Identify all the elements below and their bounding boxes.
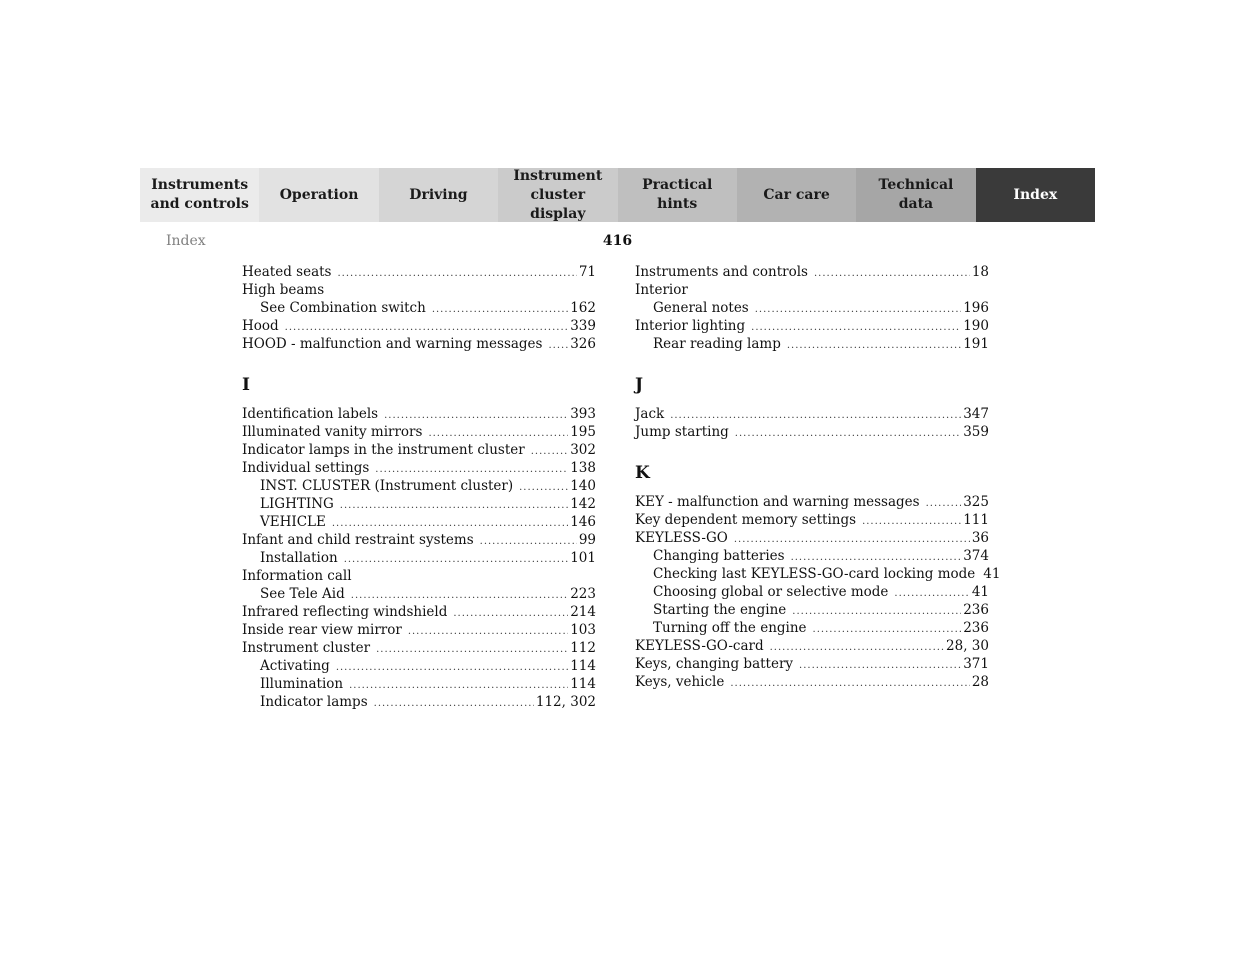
leader-dots — [862, 513, 961, 531]
entry-page-number[interactable]: 223 — [570, 586, 596, 602]
entry-label: Infant and child restraint systems — [242, 532, 474, 548]
entry-label: Choosing global or selective mode — [653, 584, 889, 600]
entry-label: KEY - malfunction and warning messages — [635, 494, 920, 510]
entry-page-number[interactable]: 28 — [971, 674, 989, 690]
entry-page-number[interactable]: 36 — [971, 530, 989, 546]
entry-page-number[interactable]: 393 — [570, 406, 596, 422]
entry-label: Key dependent memory settings — [635, 512, 857, 528]
entry-label: KEYLESS-GO — [635, 530, 728, 546]
index-entry[interactable] — [242, 263, 596, 281]
entry-label: Turning off the engine — [653, 620, 807, 636]
entry-page-number[interactable]: 214 — [570, 604, 596, 620]
leader-dots — [337, 265, 576, 283]
entry-label: Changing batteries — [653, 548, 785, 564]
index-entry[interactable] — [635, 655, 989, 673]
entry-page-number[interactable]: 103 — [570, 622, 596, 638]
entry-page-number[interactable]: 374 — [963, 548, 989, 564]
index-entry[interactable] — [242, 603, 596, 621]
chapter-tabs — [140, 168, 1095, 222]
tab-operation[interactable]: Operation — [259, 168, 378, 222]
entry-label: Identification labels — [242, 406, 379, 422]
index-entry[interactable] — [635, 281, 989, 299]
section-letter: I — [242, 375, 250, 395]
index-entry[interactable] — [635, 405, 989, 423]
entry-label: Installation — [260, 550, 338, 566]
leader-dots — [799, 657, 961, 675]
leader-dots — [340, 497, 568, 515]
entry-label: See Combination switch — [260, 300, 426, 316]
entry-label: Keys, vehicle — [635, 674, 725, 690]
leader-dots — [374, 695, 534, 713]
index-entry[interactable] — [635, 493, 989, 511]
entry-label: Starting the engine — [653, 602, 787, 618]
index-entry[interactable] — [242, 441, 596, 459]
index-entry[interactable] — [635, 263, 989, 281]
entry-page-number[interactable]: 18 — [971, 264, 989, 280]
entry-page-number[interactable]: 111 — [963, 512, 989, 528]
entry-label: Individual settings — [242, 460, 370, 476]
entry-label: Jump starting — [635, 424, 729, 440]
entry-page-number[interactable]: 302 — [570, 442, 596, 458]
entry-label: Illumination — [260, 676, 344, 692]
entry-label: Illuminated vanity mirrors — [242, 424, 423, 440]
index-entry[interactable] — [242, 423, 596, 441]
entry-label: VEHICLE — [260, 514, 326, 530]
entry-page-number[interactable]: 347 — [963, 406, 989, 422]
section-letter: K — [635, 463, 650, 483]
leader-dots — [432, 301, 568, 319]
leader-dots — [376, 641, 568, 659]
entry-page-number[interactable]: 191 — [963, 336, 989, 352]
entry-label: Heated seats — [242, 264, 332, 280]
entry-label: Instrument cluster — [242, 640, 371, 656]
index-column-right — [635, 263, 1001, 691]
entry-page-number[interactable]: 140 — [570, 478, 596, 494]
index-entry[interactable] — [242, 513, 596, 531]
tab-instrument-cluster-display[interactable]: Instrument cluster display — [498, 168, 617, 222]
index-entry[interactable] — [635, 299, 989, 317]
leader-dots — [735, 425, 961, 443]
entry-page-number[interactable]: 195 — [570, 424, 596, 440]
entry-label: HOOD - malfunction and warning messages — [242, 336, 543, 352]
leader-dots — [787, 337, 961, 355]
index-entry[interactable] — [635, 637, 989, 655]
entry-page-number[interactable]: 28, 30 — [946, 638, 989, 654]
entry-page-number[interactable]: 196 — [963, 300, 989, 316]
leader-dots — [480, 533, 577, 551]
index-entry[interactable] — [242, 299, 596, 317]
leader-dots — [344, 551, 569, 569]
entry-page-number[interactable]: 71 — [578, 264, 596, 280]
entry-page-number[interactable]: 359 — [963, 424, 989, 440]
entry-page-number[interactable]: 162 — [570, 300, 596, 316]
entry-page-number[interactable]: 326 — [570, 336, 596, 352]
entry-label: Checking last KEYLESS-GO-card locking mode — [653, 566, 976, 582]
entry-label: Information call — [242, 568, 352, 584]
entry-page-number[interactable]: 371 — [963, 656, 989, 672]
entry-page-number[interactable]: 146 — [570, 514, 596, 530]
entry-page-number[interactable]: 41 — [971, 584, 989, 600]
section-letter: J — [635, 375, 644, 395]
index-entry[interactable] — [242, 585, 596, 603]
index-entry[interactable] — [242, 549, 596, 567]
index-entry[interactable] — [635, 511, 989, 529]
leader-dots — [548, 337, 568, 355]
index-entry[interactable] — [242, 639, 596, 657]
leader-dots — [336, 659, 568, 677]
entry-label: See Tele Aid — [260, 586, 345, 602]
index-entry[interactable] — [635, 547, 989, 565]
tab-technical-data[interactable]: Technical data — [856, 168, 975, 222]
index-entry[interactable] — [242, 531, 596, 549]
tab-practical-hints[interactable]: Practical hints — [618, 168, 737, 222]
leader-dots — [926, 495, 962, 513]
entry-label: Indicator lamps — [260, 694, 368, 710]
entry-label: KEYLESS-GO-card — [635, 638, 764, 654]
leader-dots — [814, 265, 970, 283]
entry-page-number[interactable]: 112 — [570, 640, 596, 656]
entry-page-number[interactable]: 339 — [570, 318, 596, 334]
entry-label: Hood — [242, 318, 279, 334]
entry-label: Instruments and controls — [635, 264, 808, 280]
entry-label: Rear reading lamp — [653, 336, 781, 352]
section-title: Index — [166, 233, 206, 249]
leader-dots — [531, 443, 569, 461]
entry-page-number[interactable]: 236 — [963, 602, 989, 618]
index-entry[interactable] — [635, 317, 989, 335]
index-column-left — [242, 263, 596, 711]
leader-dots — [792, 603, 961, 621]
leader-dots — [408, 623, 568, 641]
entry-label: Infrared reflecting windshield — [242, 604, 448, 620]
tab-car-care[interactable]: Car care — [737, 168, 856, 222]
entry-page-number[interactable]: 236 — [963, 620, 989, 636]
entry-label: INST. CLUSTER (Instrument cluster) — [260, 478, 514, 494]
entry-page-number[interactable]: 114 — [570, 658, 596, 674]
leader-dots — [813, 621, 962, 639]
tab-index[interactable]: Index — [976, 168, 1095, 222]
entry-page-number[interactable]: 99 — [578, 532, 596, 548]
entry-label: Inside rear view mirror — [242, 622, 402, 638]
index-entry[interactable] — [635, 601, 989, 619]
entry-page-number[interactable]: 114 — [570, 676, 596, 692]
entry-label: LIGHTING — [260, 496, 334, 512]
index-entry[interactable] — [242, 495, 596, 513]
entry-label: High beams — [242, 282, 325, 298]
index-entry[interactable] — [242, 657, 596, 675]
index-entry[interactable] — [635, 335, 989, 353]
index-entry[interactable] — [242, 477, 596, 495]
leader-dots — [755, 301, 961, 319]
entry-page-number[interactable]: 142 — [570, 496, 596, 512]
index-entry[interactable] — [242, 281, 596, 299]
index-entry[interactable] — [635, 565, 1001, 583]
index-entry[interactable] — [635, 673, 989, 691]
entry-page-number[interactable]: 112, 302 — [535, 694, 596, 710]
page-number: 416 — [602, 233, 633, 249]
entry-page-number[interactable]: 101 — [570, 550, 596, 566]
index-entry[interactable] — [242, 693, 596, 711]
entry-page-number[interactable]: 138 — [570, 460, 596, 476]
entry-label: Keys, changing battery — [635, 656, 794, 672]
entry-label: Interior — [635, 282, 688, 298]
entry-label: Activating — [260, 658, 330, 674]
index-entry[interactable] — [242, 621, 596, 639]
entry-label: Jack — [635, 406, 665, 422]
entry-page-number[interactable]: 41 — [983, 566, 1001, 582]
index-entry[interactable] — [242, 567, 596, 585]
tab-driving[interactable]: Driving — [379, 168, 498, 222]
entry-label: Interior lighting — [635, 318, 746, 334]
leader-dots — [453, 605, 568, 623]
index-entry[interactable] — [242, 317, 596, 335]
index-entry[interactable] — [242, 405, 596, 423]
leader-dots — [894, 585, 969, 603]
index-entry[interactable] — [635, 423, 989, 441]
leader-dots — [730, 675, 969, 693]
index-entry[interactable] — [635, 529, 989, 547]
index-entry[interactable] — [635, 619, 989, 637]
entry-page-number[interactable]: 190 — [963, 318, 989, 334]
tab-instruments-and-controls[interactable]: Instruments and controls — [140, 168, 259, 222]
index-entry[interactable] — [242, 335, 596, 353]
entry-page-number[interactable]: 325 — [963, 494, 989, 510]
entry-label: General notes — [653, 300, 749, 316]
index-entry[interactable] — [242, 675, 596, 693]
index-entry[interactable] — [635, 583, 989, 601]
leader-dots — [519, 479, 568, 497]
index-entry[interactable] — [242, 459, 596, 477]
entry-label: Indicator lamps in the instrument cluster — [242, 442, 525, 458]
